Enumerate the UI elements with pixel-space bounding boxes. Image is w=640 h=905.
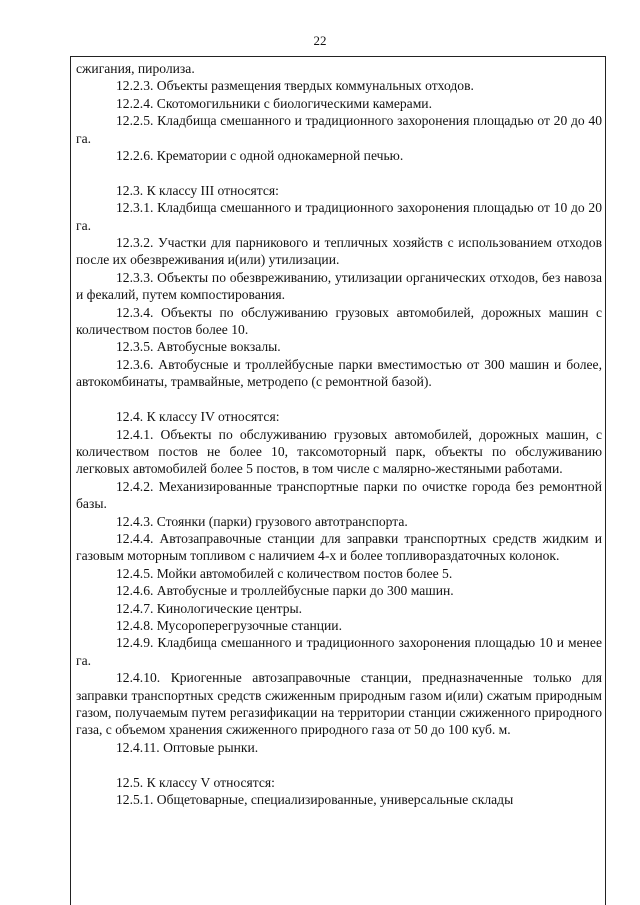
- paragraph: 12.4.8. Мусороперегрузочные станции.: [116, 617, 342, 633]
- paragraph: 12.4.3. Стоянки (парки) грузового автотранспорта.: [116, 513, 408, 529]
- paragraph: 12.4.7. Кинологические центры.: [116, 600, 303, 616]
- paragraph: 12.3.5. Автобусные вокзалы.: [116, 339, 281, 355]
- paragraph: 12.2.5. Кладбища смешанного и традиционного захоронения площадью от 20 до 40 га.: [76, 113, 602, 146]
- paragraph: 12.3.3. Объекты по обезвреживанию, утилизации органических отходов, без навоза и фекалий, путем компостирования.: [76, 269, 602, 303]
- paragraph: 12.4.1. Объекты по обслуживанию грузовых автомобилей, дорожных машин, с количеством постов не более 10, таксомоторный парк, объекты по обслуживанию легковых автомобилей более 5 постов, в том числе с малярно-жестяными работами.: [76, 426, 602, 477]
- paragraph: 12.3. К классу III относятся:: [116, 182, 279, 198]
- paragraph: 12.2.6. Крематории с одной однокамерной печью.: [116, 148, 404, 164]
- paragraph-gap: [76, 164, 602, 181]
- paragraph: 12.4. К классу IV относятся:: [116, 409, 280, 425]
- paragraph-gap: [76, 391, 602, 408]
- paragraph: 12.3.2. Участки для парникового и тепличных хозяйств с использованием отходов после их обезвреживания и(или) утилизации.: [76, 235, 602, 268]
- paragraph: 12.3.6. Автобусные и троллейбусные парки вместимостью от 300 машин и более, автокомбинаты, трамвайные, метродепо (с ремонтной базой).: [76, 356, 602, 390]
- paragraph: 12.2.4. Скотомогильники с биологическими камерами.: [116, 95, 432, 111]
- paragraph: 12.3.1. Кладбища смешанного и традиционного захоронения площадью от 10 до 20 га.: [76, 200, 602, 233]
- page-number: 22: [313, 33, 327, 48]
- document-body: [76, 60, 602, 808]
- paragraph: 12.5.1. Общетоварные, специализированные, универсальные склады: [116, 792, 514, 808]
- paragraph: 12.4.6. Автобусные и троллейбусные парки до 300 машин.: [116, 583, 454, 599]
- paragraph: 12.4.5. Мойки автомобилей с количеством постов более 5.: [116, 565, 453, 581]
- paragraph: 12.4.10. Криогенные автозаправочные станции, предназначенные только для заправки транспортных средств сжиженным природным газом и(или) сжатым природным газом, получаемым путем регазификации на территории станции сжиженного природного газа, с объемом хранения сжиженного природного газа от 50 до 100 куб. м.: [76, 670, 602, 738]
- paragraph: сжигания, пиролиза.: [76, 61, 195, 76]
- paragraph: 12.4.2. Механизированные транспортные парки по очистке города без ремонтной базы.: [76, 478, 602, 512]
- paragraph: 12.4.4. Автозаправочные станции для заправки транспортных средств жидким и газовым моторным топливом с наличием 4-х и более топливораздаточных колонок.: [76, 530, 602, 564]
- paragraph-gap: [76, 756, 602, 773]
- paragraph: 12.4.11. Оптовые рынки.: [116, 739, 259, 755]
- paragraph: 12.4.9. Кладбища смешанного и традиционного захоронения площадью 10 и менее га.: [76, 635, 602, 668]
- paragraph: 12.2.3. Объекты размещения твердых коммунальных отходов.: [116, 78, 474, 94]
- paragraph: 12.5. К классу V относятся:: [116, 774, 275, 790]
- paragraph: 12.3.4. Объекты по обслуживанию грузовых автомобилей, дорожных машин с количеством постов более 10.: [76, 304, 602, 338]
